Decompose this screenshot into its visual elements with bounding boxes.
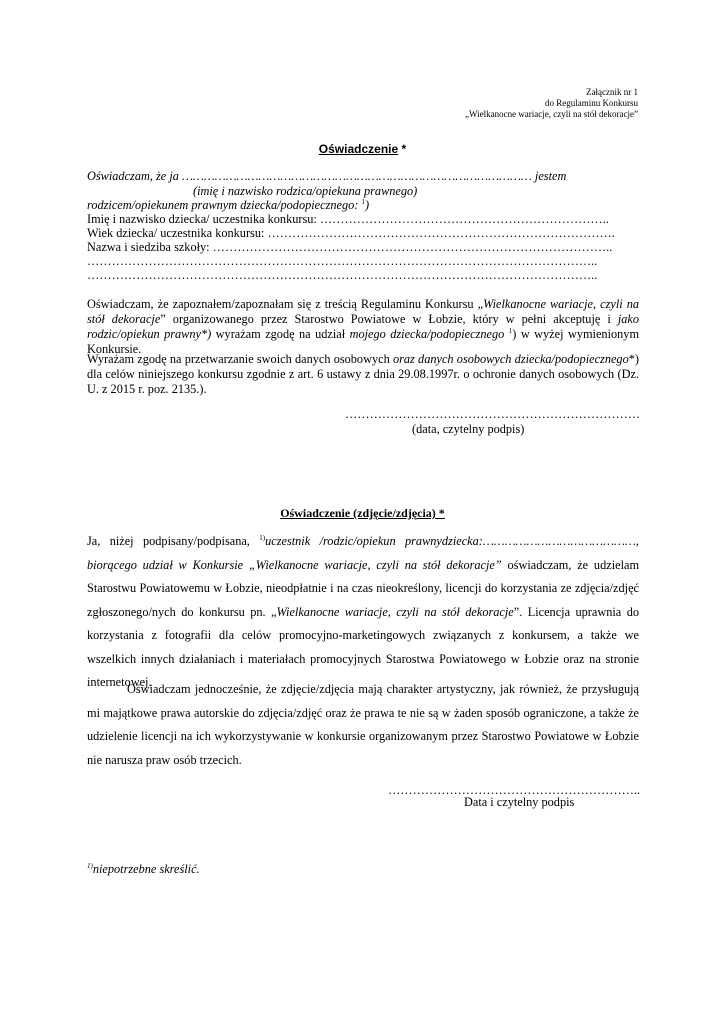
license-text-c: oświadczam, że udzielam Starostwu Powiatowemu w Łobzie, nieodpłatnie i na czas nieokreślony, licencji do korzystania ze zdjęcia/zdjęć zgłoszonego/nych do konkursu pn. „ bbox=[87, 557, 640, 619]
acceptance-text-f: mojego dziecka/podopiecznego bbox=[349, 327, 505, 341]
annex-line-3: „Wielkanocne wariacje, czyli na stół dekoracje” bbox=[464, 109, 638, 119]
footnote-sup: 1) bbox=[87, 861, 93, 870]
guardian-end: ) bbox=[364, 198, 370, 212]
acceptance-text-g: ) w wyżej wymienionym Konkursie. bbox=[87, 327, 640, 356]
guardian-sup: 1 bbox=[361, 197, 365, 206]
license-text-b: uczestnik /rodzic/opiekun prawnydziecka:……………………………………, biorącego udział w Konkursie „Wielkanocne wariacje, czyli na stół dekoracje” bbox=[87, 534, 639, 572]
footnote-text: niepotrzebne skreślić. bbox=[92, 862, 200, 876]
dots-line-b: …………………………………………………………………………………………………………….. bbox=[87, 268, 598, 282]
license-sup: 1) bbox=[259, 533, 266, 542]
signature-dots-2: …………………………………………………….. bbox=[388, 783, 641, 797]
declarant-line bbox=[87, 169, 566, 184]
school-field: Nazwa i siedziba szkoły: …………………………………………………………………………………….. bbox=[87, 240, 613, 254]
statement-title-star: * bbox=[398, 142, 407, 156]
acceptance-text-e: wyrażam zgodę na udział bbox=[211, 327, 350, 341]
footnote bbox=[87, 862, 200, 877]
acceptance-paragraph bbox=[87, 297, 639, 357]
consent-text-a: Wyrażam zgodę na przetwarzanie swoich danych osobowych bbox=[87, 352, 393, 366]
guardian-text: rodzicem/opiekunem prawnym dziecka/podopiecznego: bbox=[87, 198, 359, 212]
photo-statement-title: Oświadczenie (zdjęcie/zdjęcia) * bbox=[280, 506, 445, 520]
statement-title-text: Oświadczenie bbox=[318, 142, 399, 156]
license-contest-name: Wielkanocne wariacje, czyli na stół dekoracje bbox=[276, 604, 514, 619]
declarant-caption: (imię i nazwisko rodzica/opiekuna prawnego) bbox=[193, 184, 418, 198]
signature-dots-1: ……………………………………………………………… bbox=[345, 407, 641, 421]
declarant-prefix: Oświadczam, że ja bbox=[87, 169, 182, 183]
contest-name: Wielkanocne wariacje, czyli na stół dekoracje bbox=[87, 297, 640, 326]
statement-title bbox=[0, 142, 725, 156]
license-text-e: ”. Licencja uprawnia do korzystania z fotografii dla celów promocyjno-marketingowych związanych z konkursem, a także we wszelkich innych działaniach i materiałach promocyjnych Starostwa Powiatowego w Łobzie oraz na stronie internetowej. bbox=[87, 604, 639, 689]
consent-text-b: oraz danych osobowych dziecka/podopiecznego bbox=[392, 352, 629, 366]
data-consent-paragraph bbox=[87, 352, 639, 397]
signature-label-1: (data, czytelny podpis) bbox=[412, 422, 525, 436]
license-paragraph bbox=[87, 530, 639, 695]
acceptance-text-d: jako rodzic/opiekun prawny*) bbox=[87, 312, 639, 341]
copyright-paragraph: Oświadczam jednocześnie, że zdjęcie/zdjęcia mają charakter artystyczny, jak również, że przysługują mi majątkowe prawa autorskie do zdjęcia/zdjęć oraz że prawa te nie są w żaden sposób ograniczone, a także że udzielenie licencji na ich wykorzystywanie w konkursie organizowanym przez Starostwo Powiatowe w Łobzie nie narusza praw osób trzecich. bbox=[87, 682, 639, 767]
declarant-suffix: jestem bbox=[531, 169, 567, 183]
declarant-dots: …………………………………………………………………………………… bbox=[181, 169, 532, 183]
acceptance-text-a: Oświadczam, że zapoznałem/zapoznałam się z treścią Regulaminu Konkursu „ bbox=[87, 297, 484, 311]
consent-text-c: *) dla celów niniejszego konkursu zgodnie z art. 6 ustawy z dnia 29.08.1997r. o ochronie danych osobowych (Dz. U. z 2015 r. poz. 2135.). bbox=[87, 352, 639, 396]
signature-label-2: Data i czytelny podpis bbox=[464, 795, 575, 809]
acceptance-sup: 1 bbox=[508, 326, 513, 335]
guardian-line bbox=[87, 198, 369, 213]
license-text-a: Ja, niżej podpisany/podpisana, bbox=[87, 534, 260, 548]
annex-line-1: Załącznik nr 1 bbox=[586, 87, 638, 97]
child-age-field: Wiek dziecka/ uczestnika konkursu: …………………………………………………………………………. bbox=[87, 226, 615, 240]
child-name-field: Imię i nazwisko dziecka/ uczestnika konkursu: …………………………………………………………….. bbox=[87, 212, 609, 226]
annex-line-2: do Regulaminu Konkursu bbox=[545, 98, 638, 108]
acceptance-text-c: ” organizowanego przez Starostwo Powiatowe w Łobzie, który w pełni akceptuję i bbox=[160, 312, 618, 326]
dots-line-a: …………………………………………………………………………………………………………….. bbox=[87, 254, 598, 268]
